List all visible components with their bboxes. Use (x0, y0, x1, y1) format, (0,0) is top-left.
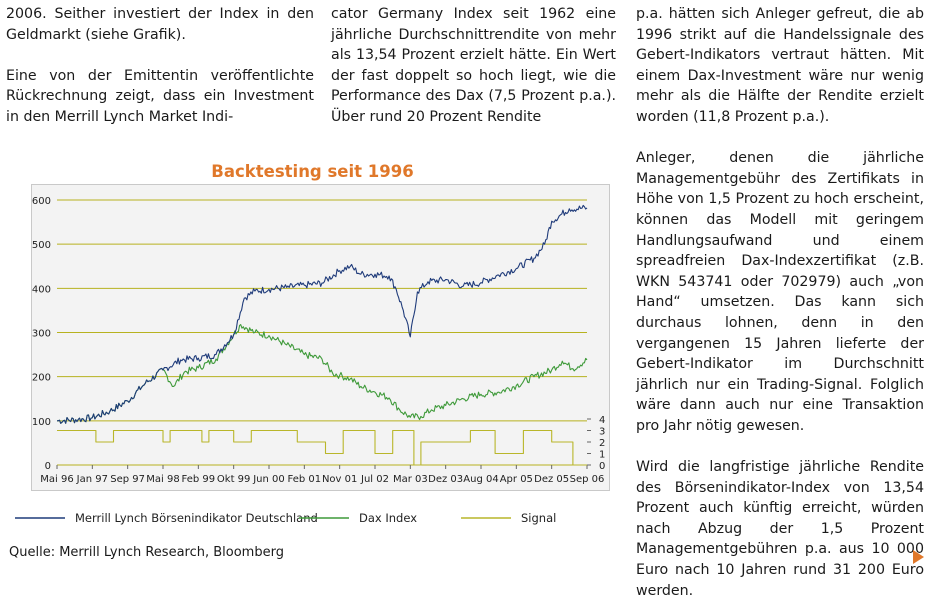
x-tick-label: Sep 97 (110, 474, 146, 485)
legend-label: Dax Index (359, 511, 418, 525)
source-note: Quelle: Merrill Lynch Research, Bloomberg (9, 545, 284, 560)
y-tick-label: 400 (31, 284, 51, 296)
y2-tick-label: 4 (599, 415, 606, 426)
y2-tick-label: 3 (599, 426, 606, 438)
legend-label: Merrill Lynch Börsenindikator Deutschland (75, 511, 318, 525)
paragraph: 2006. Seither investiert der Index in den Geldmarkt (siehe Grafik). (6, 6, 314, 43)
y-tick-label: 300 (31, 328, 51, 340)
text-column-3 (636, 4, 924, 601)
x-tick-label: Mai 96 (40, 474, 74, 485)
x-tick-label: Dez 05 (534, 474, 570, 485)
paragraph: Anleger, denen die jährliche Managementgebühr des Zertifikats in Höhe von 1,5 Prozent zu hoch erscheint, können das Modell mit geringem Handlungsaufwand und einem spreadfreien Dax-Indexzertifikat (z.B. WKN 543741 oder 702979) auch „von Hand“ umsetzen. Das kann sich durchaus lohnen, denn in den vergangenen 15 Jahren lieferte der Gebert-Indikator im Durchschnitt jährlich nur ein Trading-Signal. Folglich wäre dann auch nur eine Transaktion pro Jahr nötig gewesen. (636, 150, 924, 434)
x-tick-label: Mai 98 (146, 474, 180, 485)
x-tick-label: Jun 00 (253, 474, 285, 485)
y-tick-label: 500 (31, 240, 51, 252)
y-tick-label: 0 (44, 461, 51, 472)
legend-label: Signal (521, 511, 557, 525)
x-tick-label: Jan 97 (76, 474, 108, 485)
chart-title: Backtesting seit 1996 (211, 162, 414, 181)
x-tick-label: Apr 05 (499, 474, 533, 485)
paragraph: Wird die langfristige jährliche Rendite des Börsenindikator-Index von 13,54 Prozent auch künftig erreicht, würden nach Abzug der 1,5 Prozent Managementgebühren p.a. aus 10 000 Euro nach 10 Jahren rund 31 200 Euro werden. (636, 459, 924, 599)
x-tick-label: Jul 02 (361, 474, 389, 485)
x-tick-label: Mar 03 (392, 474, 428, 485)
x-tick-label: Feb 01 (287, 474, 322, 485)
series-line-merrill-lynch-b-rsenindikator-deutschland (57, 205, 587, 423)
text-column-1 (6, 4, 314, 128)
x-tick-label: Dez 03 (428, 474, 464, 485)
y-tick-label: 600 (31, 196, 51, 207)
paragraph: p.a. hätten sich Anleger gefreut, die ab 1996 strikt auf die Handelssignale des Gebert-Indikators vertraut hätten. Mit einem Dax-Investment wäre nur wenig mehr als die Hälfte der Rendite erzielt worden (11,8 Prozent p.a.). (636, 6, 924, 125)
series-line-dax-index (57, 325, 587, 424)
y2-tick-label: 1 (599, 449, 606, 461)
y2-tick-label: 2 (599, 438, 606, 449)
x-tick-label: Okt 99 (216, 474, 251, 485)
x-tick-label: Feb 99 (181, 474, 216, 485)
series-line-signal (57, 431, 587, 466)
x-tick-label: Sep 06 (569, 474, 605, 485)
text-column-2 (331, 4, 616, 128)
x-tick-label: Aug 04 (463, 474, 499, 485)
chart-figure (1, 156, 624, 570)
paragraph: Eine von der Emittentin veröffentlichte Rückrechnung zeigt, dass ein Investment in den Merrill Lynch Market Indi- (6, 67, 314, 125)
x-tick-label: Nov 01 (321, 474, 358, 485)
paragraph: cator Germany Index seit 1962 eine jährliche Durchschnittrendite von mehr als 13,54 Prozent erzielt hätte. Ein Wert der fast doppelt so hoch liegt, wie die Performance des Dax (7,5 Prozent p.a.). Über rund 20 Prozent Rendite (331, 6, 616, 125)
y-tick-label: 200 (31, 372, 51, 384)
y2-tick-label: 0 (599, 461, 606, 472)
next-page-arrow-icon[interactable] (913, 550, 924, 564)
y-tick-label: 100 (31, 416, 51, 428)
line-chart (1, 156, 624, 570)
